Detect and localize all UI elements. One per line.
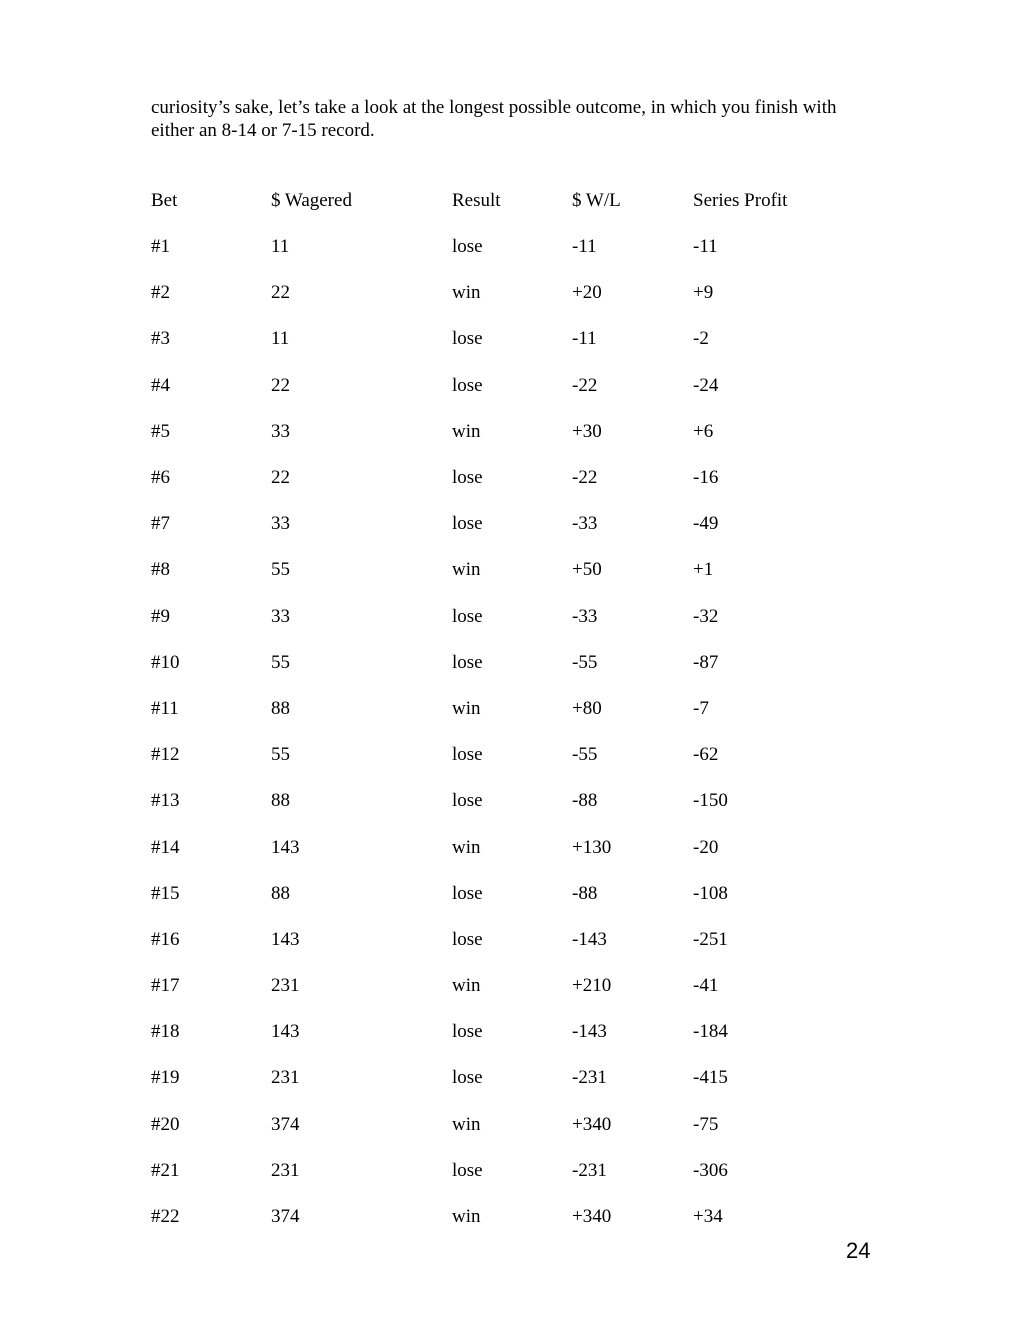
table-row — [151, 501, 843, 547]
win-loss-cell: +130 — [572, 836, 612, 858]
table-header-row — [151, 188, 843, 224]
series-profit-cell: +9 — [693, 282, 714, 304]
win-loss-cell: -55 — [572, 744, 598, 766]
table-row — [151, 917, 843, 963]
win-loss-cell: -22 — [572, 467, 598, 489]
bet-cell: #7 — [151, 513, 170, 535]
bet-cell: #9 — [151, 605, 170, 627]
bet-cell: #12 — [151, 744, 180, 766]
bet-cell: #13 — [151, 790, 180, 812]
table-row — [151, 1055, 843, 1101]
result-cell: win — [452, 975, 481, 997]
win-loss-cell: +30 — [572, 420, 602, 442]
result-cell: lose — [452, 1067, 483, 1089]
wagered-cell: 55 — [271, 651, 290, 673]
table-row — [151, 363, 843, 409]
header-bet: Bet — [151, 190, 178, 211]
header-result: Result — [452, 190, 501, 211]
result-cell: win — [452, 420, 481, 442]
series-profit-cell: -2 — [693, 328, 709, 350]
win-loss-cell: -88 — [572, 882, 598, 904]
wagered-cell: 22 — [271, 467, 290, 489]
wagered-cell: 231 — [271, 1159, 300, 1181]
bet-cell: #2 — [151, 282, 170, 304]
wagered-cell: 11 — [271, 328, 290, 350]
result-cell: win — [452, 1206, 481, 1228]
result-cell: lose — [452, 513, 483, 535]
series-profit-cell: -16 — [693, 467, 719, 489]
series-profit-cell: +34 — [693, 1206, 723, 1228]
win-loss-cell: -143 — [572, 1021, 607, 1043]
table-row — [151, 686, 843, 732]
win-loss-cell: +80 — [572, 697, 602, 719]
bet-cell: #19 — [151, 1067, 180, 1089]
result-cell: lose — [452, 605, 483, 627]
series-profit-cell: -75 — [693, 1113, 719, 1135]
series-profit-cell: -20 — [693, 836, 719, 858]
win-loss-cell: -231 — [572, 1067, 607, 1089]
bet-cell: #16 — [151, 928, 180, 950]
wagered-cell: 22 — [271, 282, 290, 304]
result-cell: lose — [452, 744, 483, 766]
bet-cell: #18 — [151, 1021, 180, 1043]
win-loss-cell: -55 — [572, 651, 598, 673]
wagered-cell: 143 — [271, 1021, 300, 1043]
result-cell: win — [452, 697, 481, 719]
wagered-cell: 33 — [271, 420, 290, 442]
wagered-cell: 11 — [271, 236, 290, 258]
page-number: 24 — [846, 1238, 871, 1263]
result-cell: lose — [452, 790, 483, 812]
win-loss-cell: +210 — [572, 975, 612, 997]
wagered-cell: 55 — [271, 559, 290, 581]
bet-cell: #21 — [151, 1159, 180, 1181]
series-profit-cell: -49 — [693, 513, 719, 535]
series-profit-cell: -11 — [693, 236, 718, 258]
result-cell: win — [452, 1113, 481, 1135]
result-cell: lose — [452, 928, 483, 950]
series-profit-cell: -184 — [693, 1021, 728, 1043]
wagered-cell: 143 — [271, 928, 300, 950]
wagered-cell: 55 — [271, 744, 290, 766]
table-body — [151, 224, 843, 1240]
series-profit-cell: +6 — [693, 420, 714, 442]
table-row — [151, 1009, 843, 1055]
bet-cell: #1 — [151, 236, 170, 258]
wagered-cell: 33 — [271, 605, 290, 627]
bet-cell: #3 — [151, 328, 170, 350]
series-profit-cell: -41 — [693, 975, 719, 997]
series-profit-cell: -150 — [693, 790, 728, 812]
win-loss-cell: -231 — [572, 1159, 607, 1181]
win-loss-cell: -33 — [572, 513, 598, 535]
table-row — [151, 316, 843, 362]
table-row — [151, 594, 843, 640]
table-row — [151, 270, 843, 316]
bet-cell: #8 — [151, 559, 170, 581]
table-row — [151, 547, 843, 593]
table-row — [151, 640, 843, 686]
wagered-cell: 88 — [271, 697, 290, 719]
wagered-cell: 374 — [271, 1113, 300, 1135]
series-profit-cell: -87 — [693, 651, 719, 673]
series-profit-cell: -415 — [693, 1067, 728, 1089]
win-loss-cell: +340 — [572, 1113, 612, 1135]
table-row — [151, 871, 843, 917]
wagered-cell: 143 — [271, 836, 300, 858]
win-loss-cell: -11 — [572, 236, 597, 258]
result-cell: lose — [452, 1159, 483, 1181]
result-cell: win — [452, 836, 481, 858]
win-loss-cell: +50 — [572, 559, 602, 581]
result-cell: lose — [452, 328, 483, 350]
result-cell: lose — [452, 1021, 483, 1043]
result-cell: lose — [452, 236, 483, 258]
wagered-cell: 88 — [271, 882, 290, 904]
series-profit-cell: -306 — [693, 1159, 728, 1181]
wagered-cell: 231 — [271, 1067, 300, 1089]
table-row — [151, 778, 843, 824]
wagered-cell: 88 — [271, 790, 290, 812]
bet-series-table — [151, 188, 843, 1240]
bet-cell: #11 — [151, 697, 179, 719]
result-cell: win — [452, 282, 481, 304]
series-profit-cell: -24 — [693, 374, 719, 396]
series-profit-cell: -7 — [693, 697, 709, 719]
bet-cell: #6 — [151, 467, 170, 489]
result-cell: lose — [452, 651, 483, 673]
table-row — [151, 1194, 843, 1240]
win-loss-cell: -88 — [572, 790, 598, 812]
table-row — [151, 409, 843, 455]
bet-cell: #5 — [151, 420, 170, 442]
win-loss-cell: -11 — [572, 328, 597, 350]
bet-cell: #20 — [151, 1113, 180, 1135]
table-row — [151, 732, 843, 778]
wagered-cell: 231 — [271, 975, 300, 997]
win-loss-cell: -143 — [572, 928, 607, 950]
table-row — [151, 224, 843, 270]
bet-cell: #4 — [151, 374, 170, 396]
bet-cell: #17 — [151, 975, 180, 997]
win-loss-cell: -33 — [572, 605, 598, 627]
wagered-cell: 22 — [271, 374, 290, 396]
bet-cell: #22 — [151, 1206, 180, 1228]
table-row — [151, 455, 843, 501]
header-win-loss: $ W/L — [572, 190, 621, 211]
result-cell: lose — [452, 374, 483, 396]
win-loss-cell: +20 — [572, 282, 602, 304]
win-loss-cell: +340 — [572, 1206, 612, 1228]
win-loss-cell: -22 — [572, 374, 598, 396]
series-profit-cell: -32 — [693, 605, 719, 627]
series-profit-cell: -108 — [693, 882, 728, 904]
intro-paragraph: curiosity’s sake, let’s take a look at the longest possible outcome, in which you finish with either an 8-14 or 7-15 record. — [151, 97, 837, 141]
result-cell: lose — [452, 467, 483, 489]
header-series-profit: Series Profit — [693, 190, 788, 211]
wagered-cell: 374 — [271, 1206, 300, 1228]
series-profit-cell: +1 — [693, 559, 714, 581]
series-profit-cell: -251 — [693, 928, 728, 950]
table-row — [151, 1102, 843, 1148]
table-row — [151, 824, 843, 870]
result-cell: lose — [452, 882, 483, 904]
bet-cell: #10 — [151, 651, 180, 673]
result-cell: win — [452, 559, 481, 581]
wagered-cell: 33 — [271, 513, 290, 535]
table-row — [151, 1148, 843, 1194]
bet-cell: #14 — [151, 836, 180, 858]
bet-cell: #15 — [151, 882, 180, 904]
header-wagered: $ Wagered — [271, 190, 352, 211]
series-profit-cell: -62 — [693, 744, 719, 766]
table-row — [151, 963, 843, 1009]
